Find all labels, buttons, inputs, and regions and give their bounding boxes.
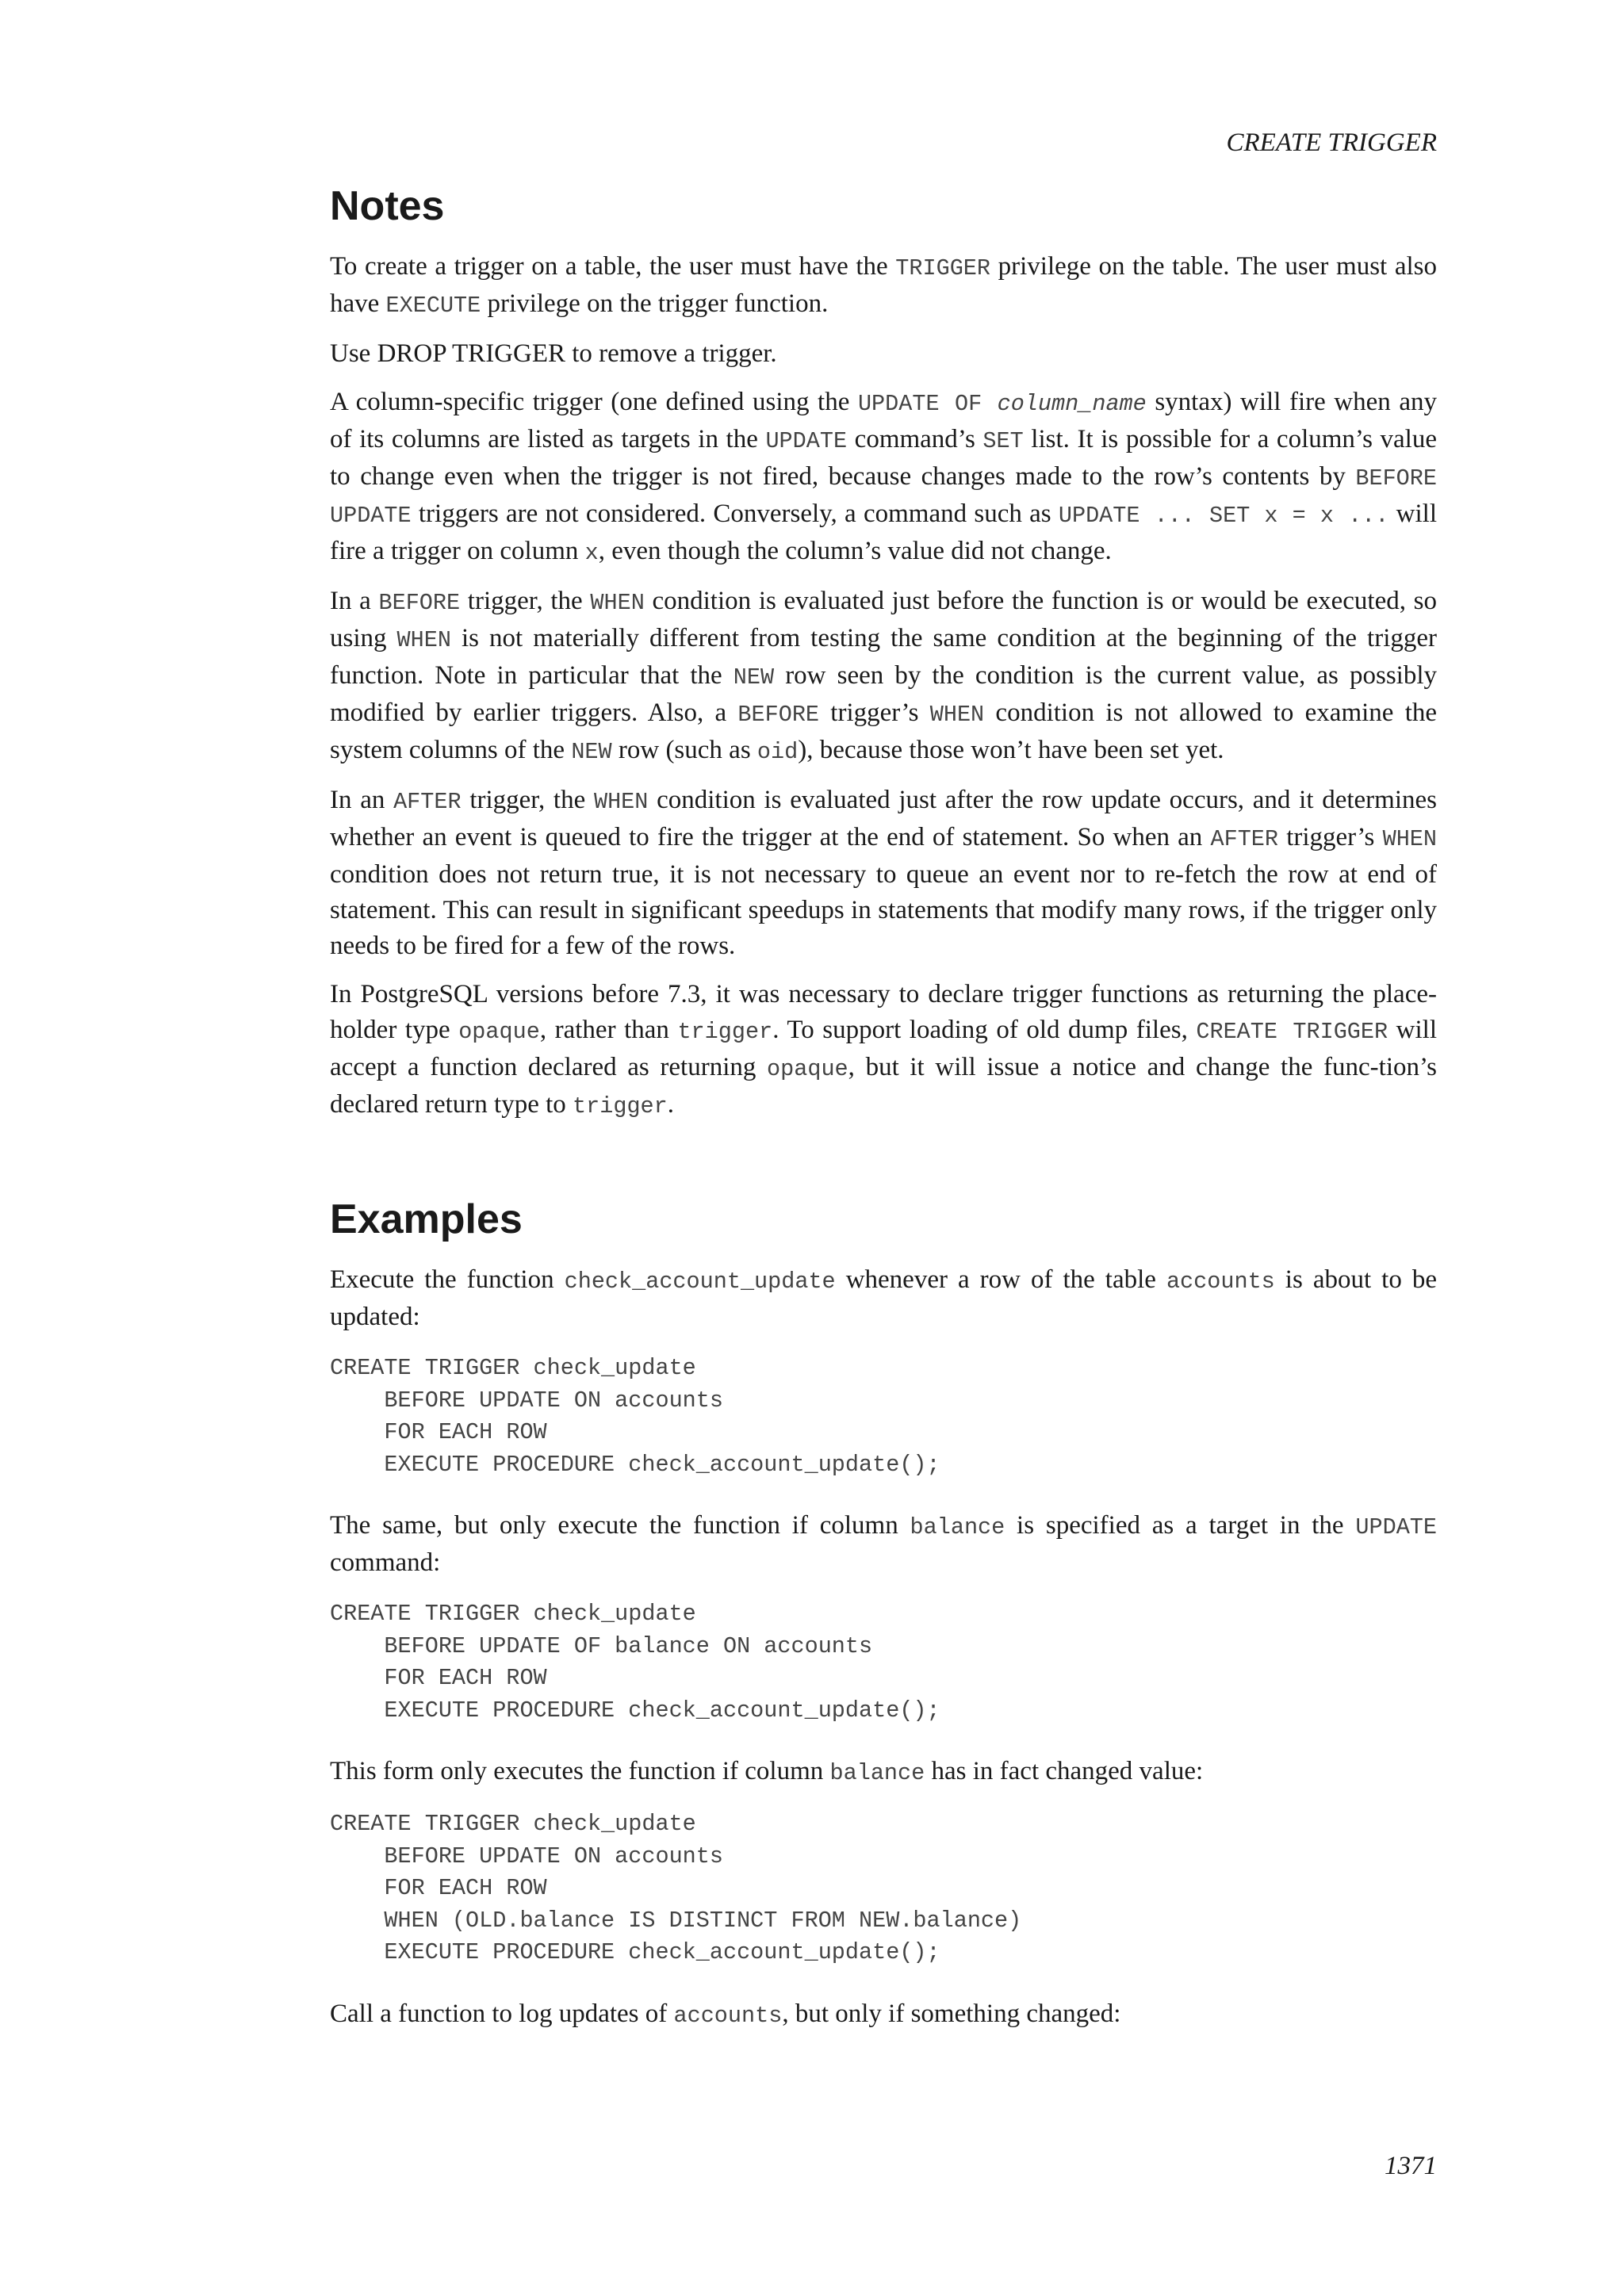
inline-code: NEW xyxy=(571,739,612,765)
inline-code: balance xyxy=(829,1760,925,1786)
inline-code: UPDATE OF xyxy=(857,391,998,417)
inline-code: AFTER xyxy=(1210,826,1279,852)
notes-paragraph-4: In a BEFORE trigger, the WHEN condition is evaluated just before the function is or would be executed, so using WHEN is not materially different from testing the same condition at the beginning of the trigger function. Note in particular that the NEW row seen by the condition is the current value, as possibly modified by earlier triggers. Also, a BEFORE trigger’s WHEN condition is not allowed to examine the system columns of the NEW row (such as oid), because those won’t have been set yet. xyxy=(330,587,1438,765)
inline-code: BEFORE UPDATE xyxy=(330,465,1437,529)
notes-paragraph-2: Use DROP TRIGGER to remove a trigger. xyxy=(330,339,777,368)
example-4-description: Call a function to log updates of accounts, but only if something changed: xyxy=(330,1999,1121,2029)
example-1-code-block: CREATE TRIGGER check_update BEFORE UPDATE ON accounts FOR EACH ROW EXECUTE PROCEDURE check_account_update(); xyxy=(330,1355,940,1478)
inline-code: UPDATE xyxy=(1355,1514,1438,1540)
running-header: CREATE TRIGGER xyxy=(1226,128,1437,157)
inline-code: UPDATE ... SET x = x ... xyxy=(1058,503,1389,529)
inline-code: WHEN xyxy=(396,627,451,653)
example-3-code-block: CREATE TRIGGER check_update BEFORE UPDATE ON accounts FOR EACH ROW WHEN (OLD.balance IS DISTINCT FROM NEW.balance) EXECUTE PROCEDURE check_account_update(); xyxy=(330,1811,1022,1965)
inline-code: balance xyxy=(910,1514,1005,1540)
example-3-description: This form only executes the function if column balance has in fact changed value: xyxy=(330,1757,1204,1786)
inline-code: opaque xyxy=(458,1019,540,1045)
inline-code: oid xyxy=(756,739,799,765)
inline-code: UPDATE xyxy=(765,428,848,454)
notes-paragraph-1: To create a trigger on a table, the user must have the TRIGGER privilege on the table. The user must also have EXECUTE privilege on the trigger function. xyxy=(330,252,1437,319)
inline-code: EXECUTE xyxy=(385,293,481,319)
notes-paragraph-6: In PostgreSQL versions before 7.3, it was necessary to declare trigger functions as returning the place-holder type opaque, rather than trigger. To support loading of old dump files, CREATE TRIGGER will accept a function declared as returning opaque, but it will issue a notice and change the func-tion’s declared return type to trigger. xyxy=(330,980,1437,1119)
inline-code: BEFORE xyxy=(378,590,461,616)
inline-code: TRIGGER xyxy=(895,255,991,281)
inline-code: opaque xyxy=(767,1056,848,1082)
notes-paragraph-3: A column-specific trigger (one defined using the UPDATE OF column_name syntax) will fire when any of its columns are listed as targets in the UPDATE command’s SET list. It is possible for a column’s value to change even when the trigger is not fired, because changes made to the row’s contents by BEFORE UPDATE triggers are not considered. Conversely, a command such as UPDATE ... SET x = x ... will fire a trigger on column x, even though the column’s value did not change. xyxy=(330,388,1438,566)
document-page xyxy=(330,0,1437,2296)
inline-code: accounts xyxy=(1166,1269,1275,1295)
example-1-description: Execute the function check_account_update whenever a row of the table accounts is about to be updated: xyxy=(330,1265,1437,1331)
inline-code: BEFORE xyxy=(737,702,820,728)
inline-code: WHEN xyxy=(593,789,649,815)
page-number: 1371 xyxy=(1385,2152,1437,2180)
examples-heading: Examples xyxy=(330,1196,523,1242)
inline-code: trigger xyxy=(573,1093,668,1119)
example-2-description: The same, but only execute the function if column balance is specified as a target in the UPDATE command: xyxy=(330,1511,1438,1577)
notes-paragraph-5: In an AFTER trigger, the WHEN condition is evaluated just after the row update occurs, and it determines whether an event is queued to fire the trigger at the end of statement. So when an AFTER trigger’s WHEN condition does not return true, it is not necessary to queue an event nor to re-fetch the row at end of statement. This can result in significant speedups in statements that modify many rows, if the trigger only needs to be fired for a few of the rows. xyxy=(330,786,1438,960)
inline-code: x xyxy=(584,540,599,566)
notes-heading: Notes xyxy=(330,183,445,229)
inline-code: check_account_update xyxy=(564,1269,836,1295)
example-2-code-block: CREATE TRIGGER check_update BEFORE UPDATE OF balance ON accounts FOR EACH ROW EXECUTE PROCEDURE check_account_update(); xyxy=(330,1601,940,1724)
inline-code: WHEN xyxy=(590,590,645,616)
inline-code: accounts xyxy=(673,2002,783,2029)
inline-code: NEW xyxy=(733,664,775,691)
inline-code: WHEN xyxy=(1382,826,1438,852)
inline-code: CREATE TRIGGER xyxy=(1196,1019,1388,1045)
page-content xyxy=(330,181,1437,2046)
inline-code: trigger xyxy=(677,1019,773,1045)
inline-code: AFTER xyxy=(393,789,462,815)
inline-code-param: column_name xyxy=(997,391,1147,417)
inline-code: WHEN xyxy=(929,702,985,728)
inline-code: SET xyxy=(982,428,1024,454)
